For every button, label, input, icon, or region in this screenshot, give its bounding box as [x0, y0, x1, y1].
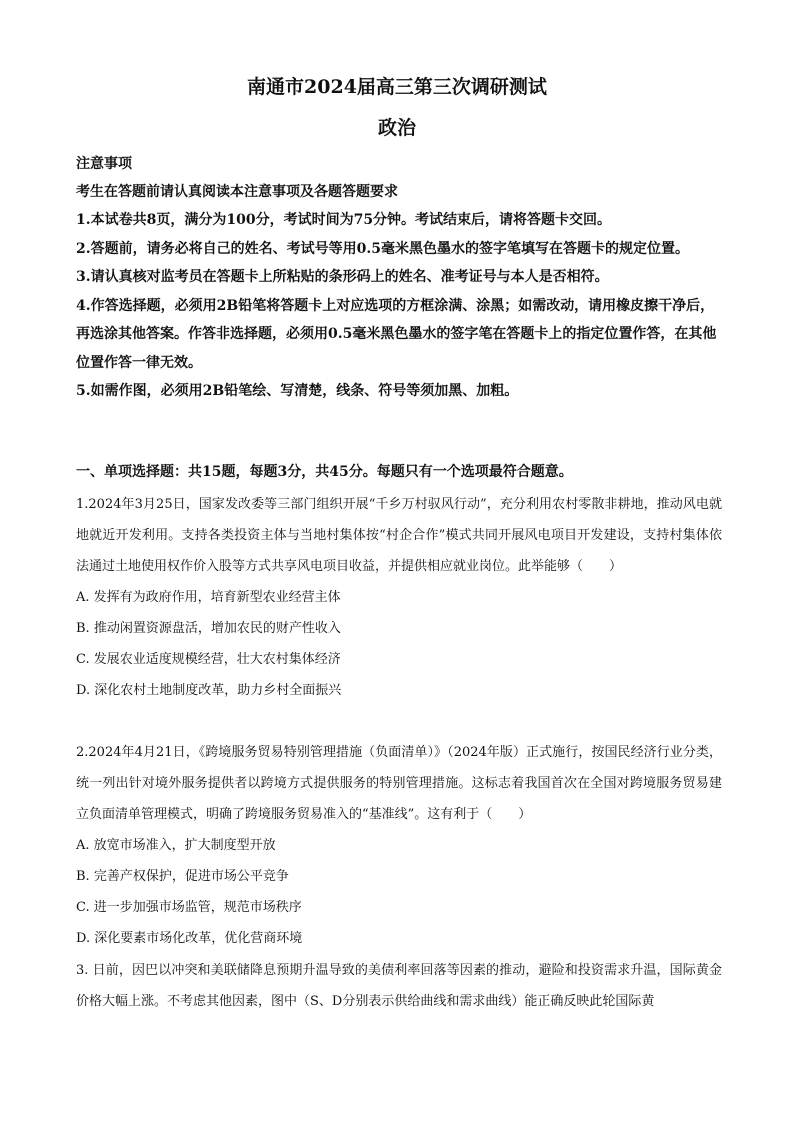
subject-title: 政治: [377, 117, 416, 139]
notes-block: [76, 150, 726, 406]
question-3: [76, 955, 722, 1017]
section-heading: 一、单项选择题：共15题，每题3分，共45分。每题只有一个选项最符合题意。: [76, 464, 573, 480]
question-stem: 2.2024年4月21日，《跨境服务贸易特别管理措施（负面清单）》（2024年版）正式施行，按国民经济行业分类，统一列出针对境外服务提供者以跨境方式提供服务的特别管理措施。这标志着我国首次在全国对跨境服务贸易建立负面清单管理模式，明确了跨境服务贸易准入的“基准线”。这有利于（ ）: [76, 745, 722, 822]
option-c: C. 进一步加强市场监管，规范市场秩序: [76, 900, 302, 915]
option-d: D. 深化农村土地制度改革，助力乡村全面振兴: [76, 683, 342, 698]
question-2: [76, 737, 722, 954]
notes-item: 4.作答选择题，必须用2B铅笔将答题卡上对应选项的方框涂满、涂黑；如需改动，请用橡皮擦干净后，再选涂其他答案。作答非选择题，必须用0.5毫米黑色墨水的签字笔在答题卡上的指定位置作答，在其他位置作答一律无效。: [76, 297, 717, 371]
notes-item: 2.答题前，请务必将自己的姓名、考试号等用0.5毫米黑色墨水的签字笔填写在答题卡的规定位置。: [76, 240, 689, 257]
option-c: C. 发展农业适度规模经营，壮大农村集体经济: [76, 652, 341, 667]
option-b: B. 完善产权保护，促进市场公平竞争: [76, 869, 289, 884]
notes-item: 5.如需作图，必须用2B铅笔绘、写清楚，线条、符号等须加黑、加粗。: [76, 383, 519, 399]
question-stem: 3. 日前，因巴以冲突和美联储降息预期升温导致的美债利率回落等因素的推动，避险和投资需求升温，国际黄金价格大幅上涨。不考虑其他因素，图中（S、D分别表示供给曲线和需求曲线）能正确反映此轮国际黄: [76, 963, 722, 1009]
notes-item: 1.本试卷共8页，满分为100分，考试时间为75分钟。考试结束后，请将答题卡交回。: [76, 212, 612, 228]
question-stem: 1.2024年3月25日，国家发改委等三部门组织开展“千乡万村驭风行动”，充分利用农村零散非耕地，推动风电就地就近开发利用。支持各类投资主体与当地村集体按“村企合作”模式共同开展风电项目开发建设，支持村集体依法通过土地使用权作价入股等方式共享风电项目收益，并提供相应就业岗位。此举能够（ ）: [76, 497, 722, 574]
notes-item: 3.请认真核对监考员在答题卡上所粘贴的条形码上的姓名、准考证号与本人是否相符。: [76, 269, 609, 285]
question-1: [76, 489, 722, 706]
exam-title: 南通市2024届高三第三次调研测试: [247, 76, 547, 98]
option-a: A. 发挥有为政府作用，培育新型农业经营主体: [76, 590, 341, 605]
notes-intro: 考生在答题前请认真阅读本注意事项及各题答题要求: [76, 184, 398, 200]
notes-heading: 注意事项: [76, 156, 132, 172]
option-a: A. 放宽市场准入，扩大制度型开放: [76, 838, 276, 853]
option-b: B. 推动闲置资源盘活，增加农民的财产性收入: [76, 621, 341, 636]
option-d: D. 深化要素市场化改革，优化营商环境: [76, 931, 303, 946]
